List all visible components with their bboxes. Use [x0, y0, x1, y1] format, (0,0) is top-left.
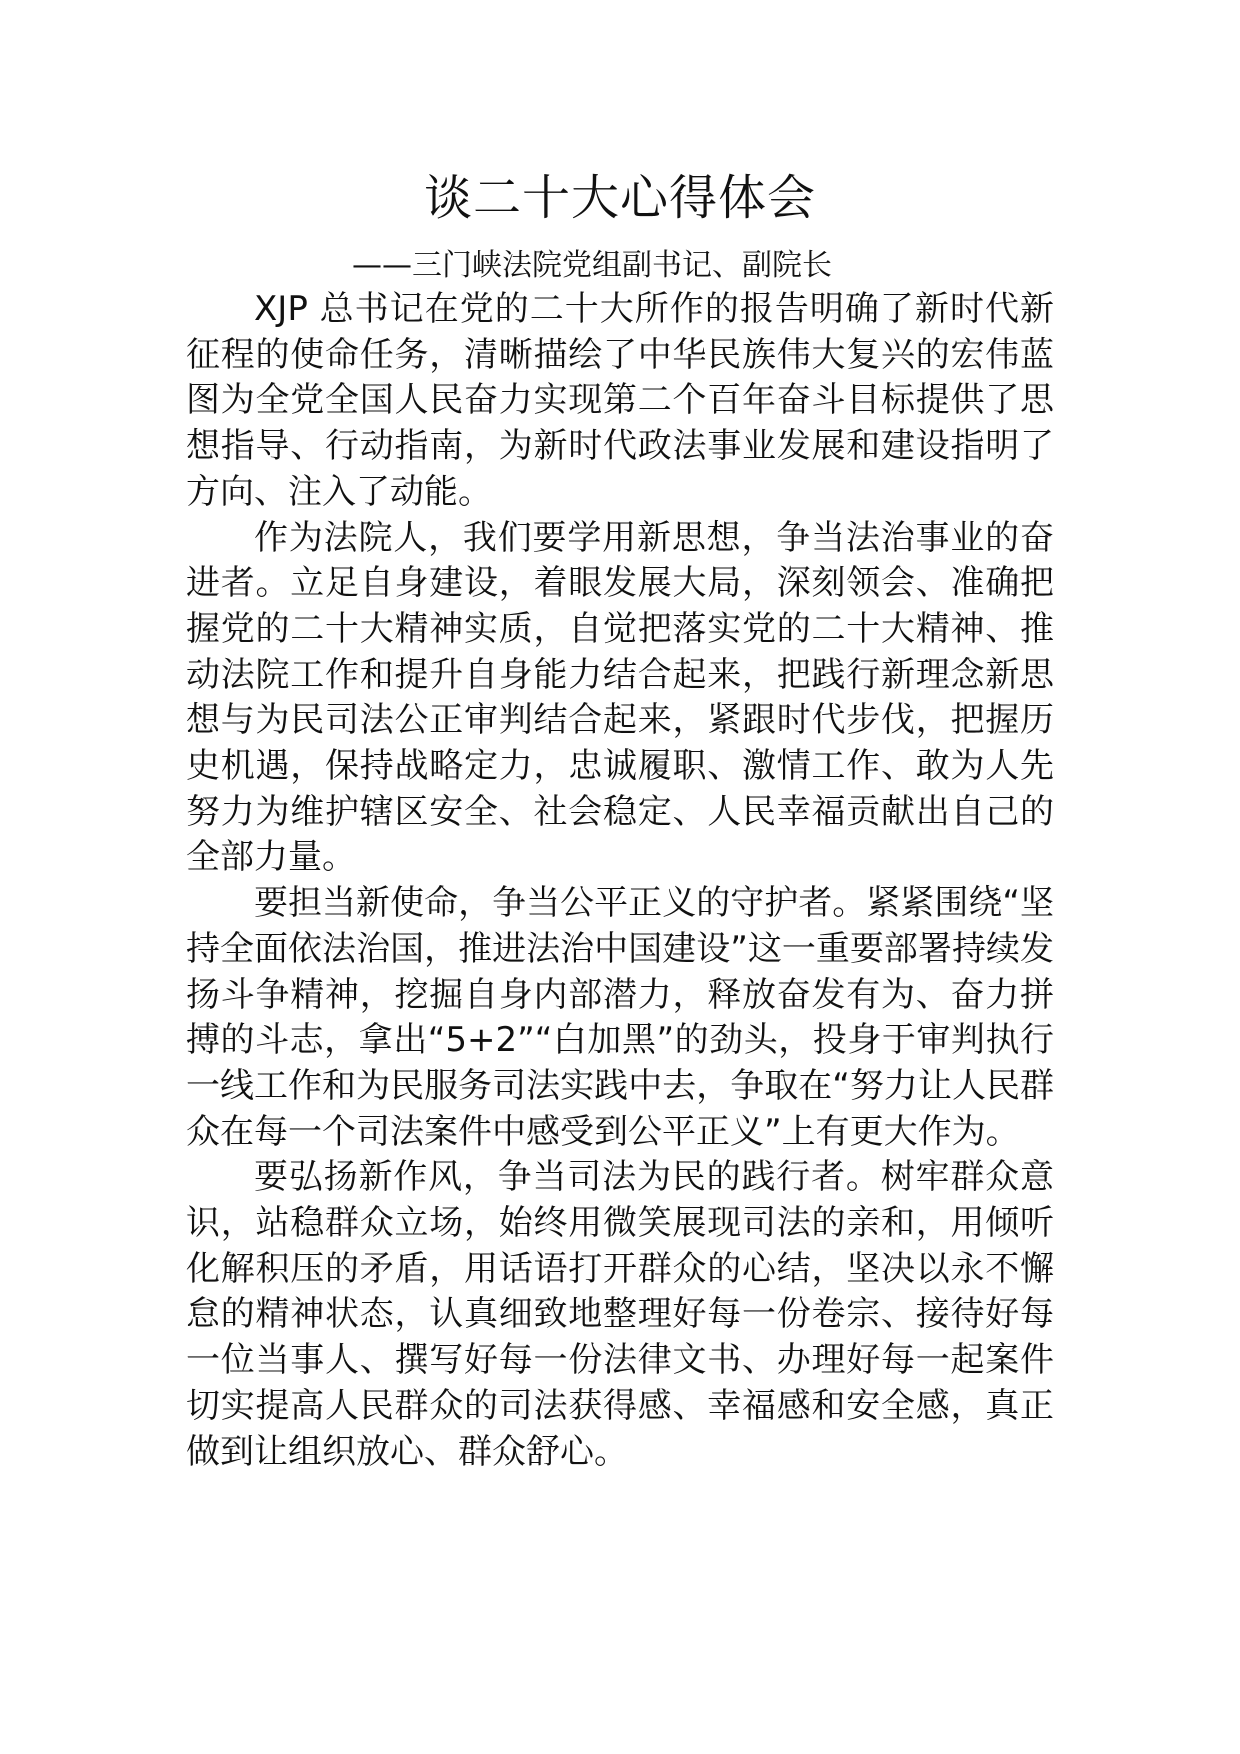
paragraph-3: 要担当新使命，争当公平正义的守护者。紧紧围绕“坚持全面依法治国，推进法治中国建设”这一重要部署持续发扬斗争精神，挖掘自身内部潜力，释放奋发有为、奋力拼搏的斗志，拿出“5+2”“白加黑”的劲头，投身于审判执行一线工作和为民服务司法实践中去，争取在“努力让人民群众在每一个司法案件中感受到公平正义”上有更大作为。 [186, 883, 1054, 1152]
paragraph-4: 要弘扬新作风，争当司法为民的践行者。树牢群众意识，站稳群众立场，始终用微笑展现司法的亲和，用倾听化解积压的矛盾，用话语打开群众的心结，坚决以永不懈怠的精神状态，认真细致地整理好每一份卷宗、接待好每一位当事人、撰写好每一份法律文书、办理好每一起案件切实提高人民群众的司法获得感、幸福感和安全感，真正做到让组织放心、群众舒心。 [186, 1157, 1054, 1472]
document-title: 谈二十大心得体会 [423, 170, 816, 226]
paragraph-2: 作为法院人，我们要学用新思想，争当法治事业的奋进者。立足自身建设，着眼发展大局，深刻领会、准确把握党的二十大精神实质，自觉把落实党的二十大精神、推动法院工作和提升自身能力结合起来，把践行新理念新思想与为民司法公正审判结合起来，紧跟时代步伐，把握历史机遇，保持战略定力，忠诚履职、激情工作、敢为人先努力为维护辖区安全、社会稳定、人民幸福贡献出自己的全部力量。 [186, 517, 1054, 878]
paragraph-1: XJP 总书记在党的二十大所作的报告明确了新时代新征程的使命任务，清晰描绘了中华民族伟大复兴的宏伟蓝图为全党全国人民奋力实现第二个百年奋斗目标提供了思想指导、行动指南，为新时代政法事业发展和建设指明了方向、注入了动能。 [186, 289, 1054, 512]
document-body [186, 287, 1054, 1475]
document-subtitle: ——三门峡法院党组副书记、副院长 [352, 248, 832, 283]
